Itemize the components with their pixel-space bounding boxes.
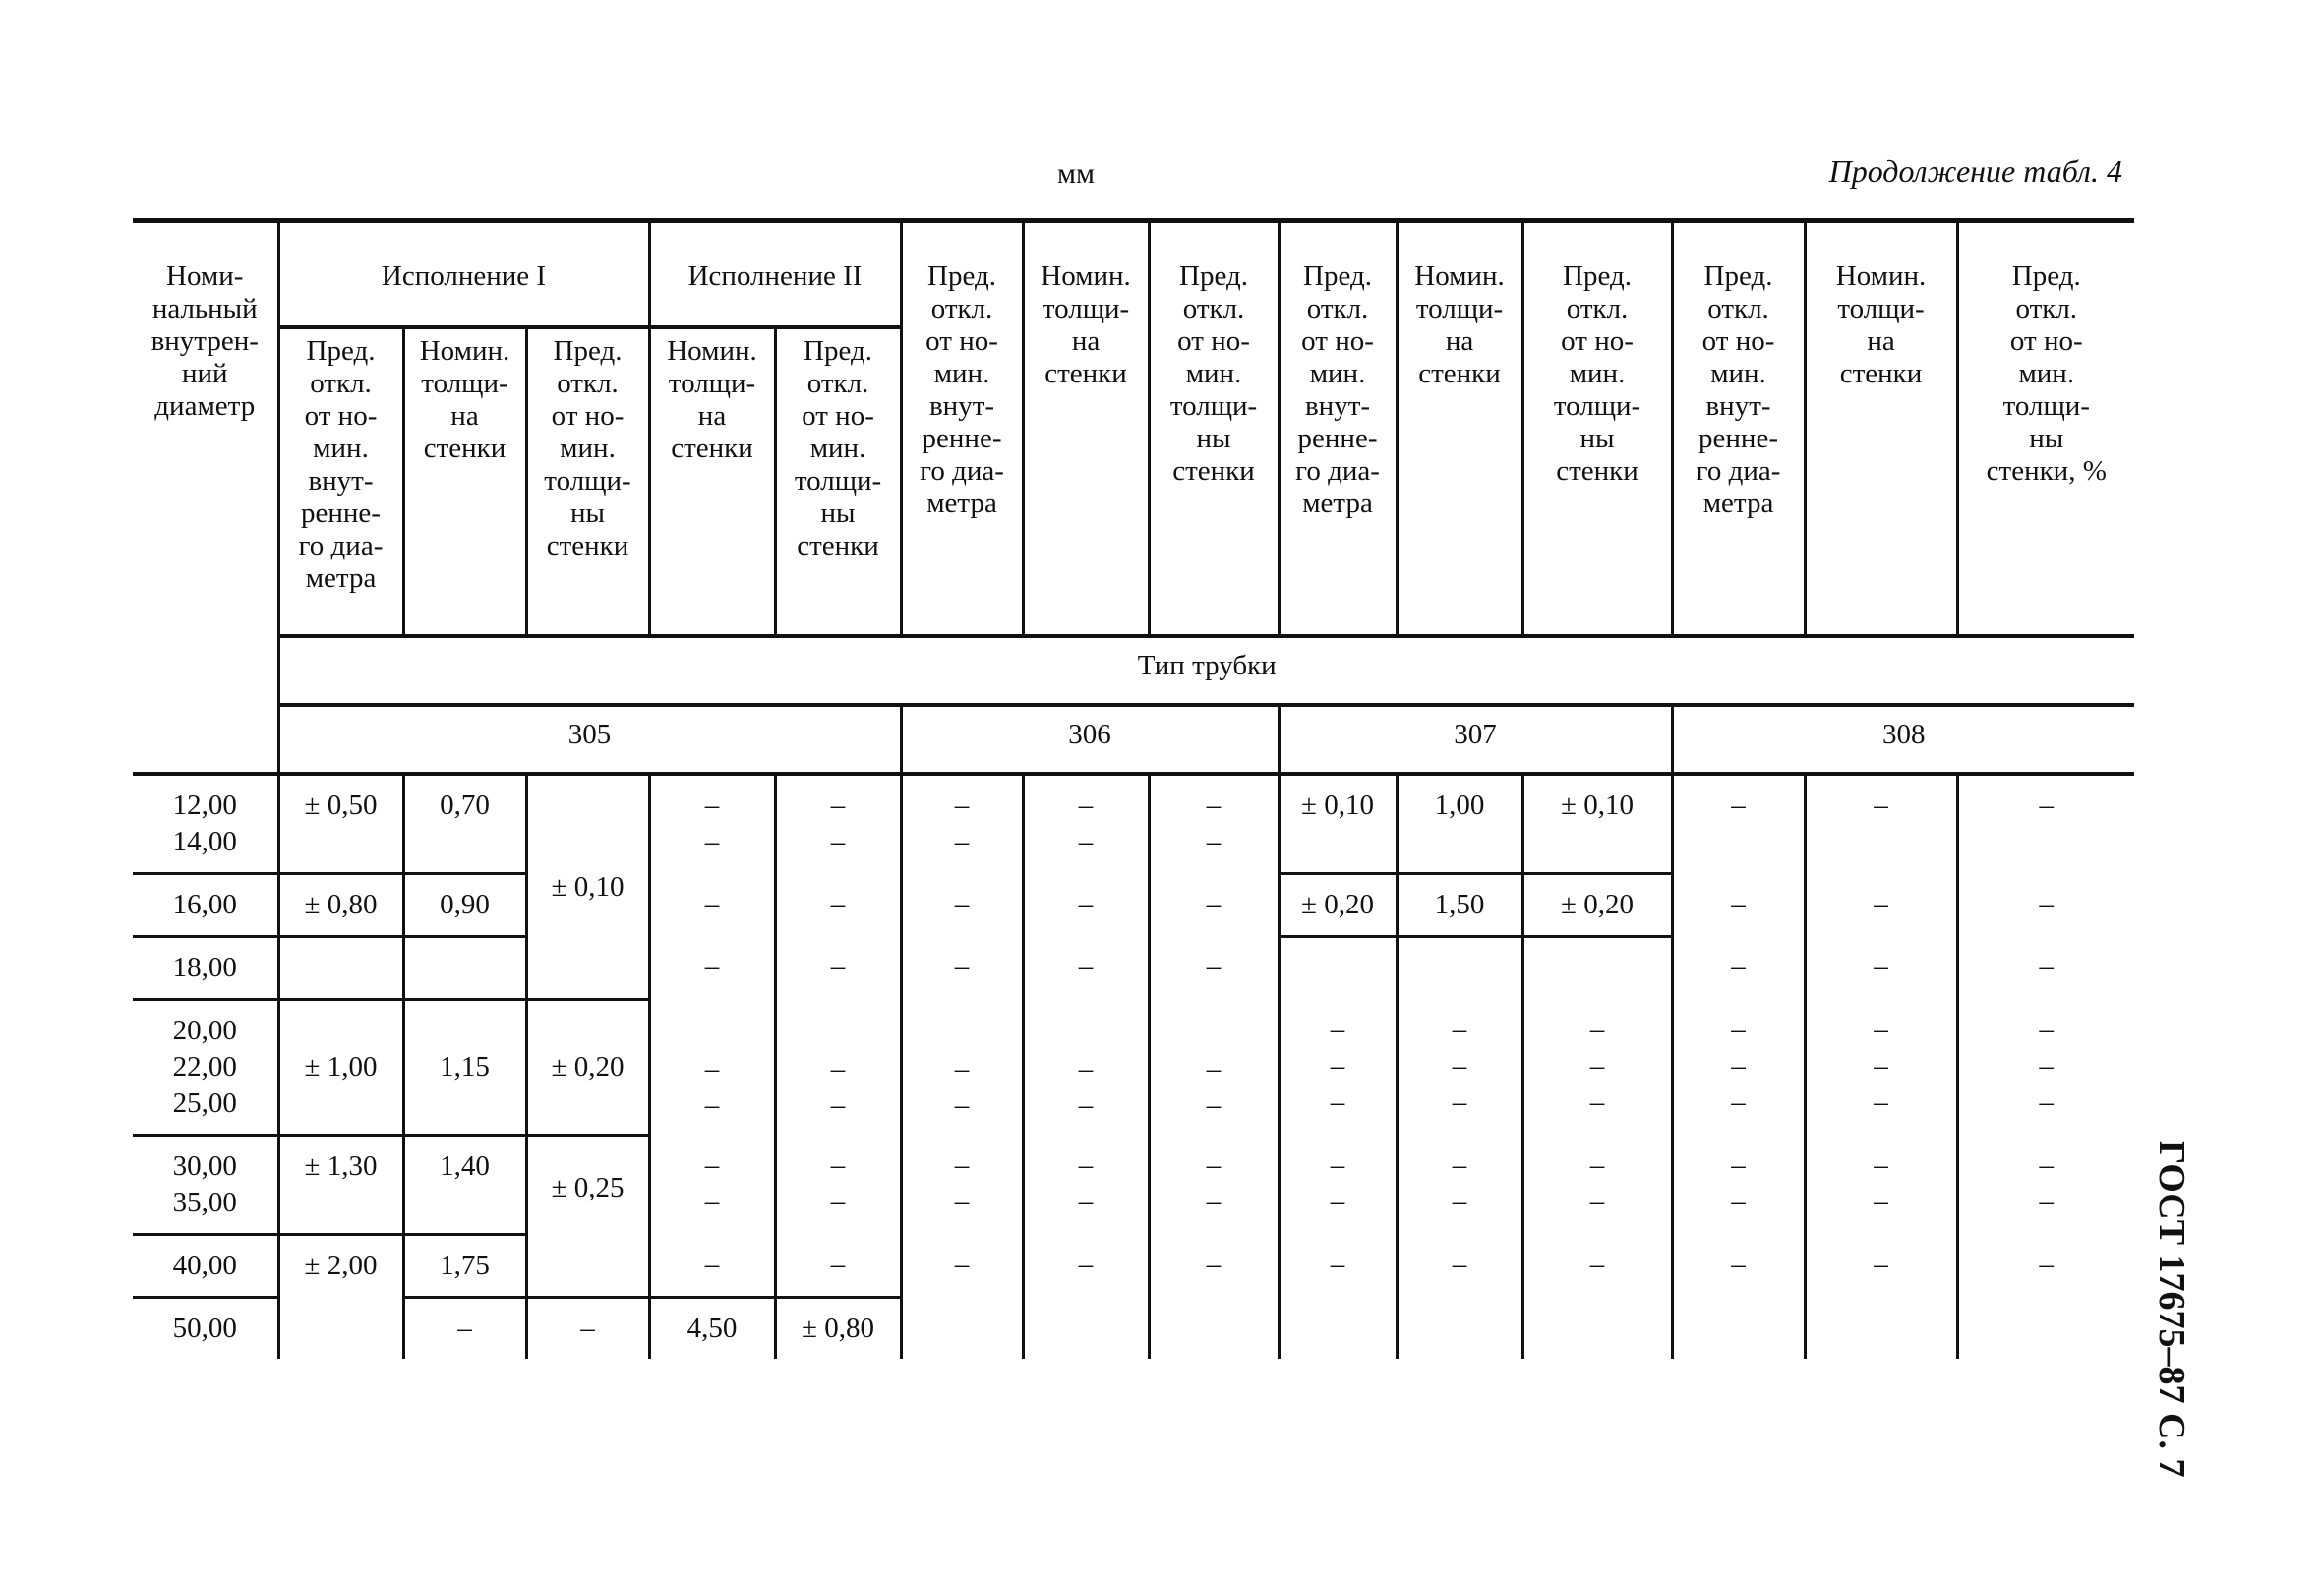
cell: – – [1522, 1136, 1672, 1235]
cell: – – [775, 774, 901, 874]
h-v1-dev-inner: Пред. откл. от но- мин. внут- ренне- го диа- метра [278, 327, 403, 636]
cell: – [901, 874, 1023, 937]
cell: – [1805, 937, 1957, 1000]
tube-type-308: 308 [1672, 705, 2134, 774]
cell: ± 0,10 [1522, 774, 1672, 874]
cell [1522, 1298, 1672, 1360]
cell: – – [1397, 1136, 1522, 1235]
cell [1672, 1298, 1805, 1360]
cell: – [1149, 937, 1279, 1000]
cell: ± 0,10 [1279, 774, 1397, 874]
row-diameter: 18,00 [133, 937, 278, 1000]
cell: – [526, 1298, 649, 1360]
cell: – – [1149, 1000, 1279, 1136]
table-row [133, 1298, 2134, 1360]
tube-type-306: 306 [901, 705, 1279, 774]
h-308-dev-wall-pct: Пред. откл. от но- мин. толщи- ны стенки, % [1957, 221, 2134, 637]
cell: ± 0,80 [278, 874, 403, 937]
cell: 0,90 [403, 874, 526, 937]
cell: – [1672, 937, 1805, 1000]
cell: – [1957, 937, 2134, 1000]
table-row [133, 1136, 2134, 1235]
cell: – – [901, 774, 1023, 874]
cell: – [1805, 874, 1957, 937]
cell: – [1023, 937, 1149, 1000]
cell [1522, 937, 1672, 1000]
cell: – [1805, 1235, 1957, 1298]
cell: – – [649, 774, 775, 874]
cell: ± 0,80 [775, 1298, 901, 1360]
tube-type-305: 305 [278, 705, 901, 774]
group-version-2: Исполнение II [649, 221, 901, 328]
cell: – [1672, 774, 1805, 874]
cell: – – [775, 1000, 901, 1136]
cell: – [649, 937, 775, 1000]
cell: – [1397, 1235, 1522, 1298]
cell: – [901, 1235, 1023, 1298]
cell: ± 0,20 [1522, 874, 1672, 937]
cell: – – – [1397, 1000, 1522, 1136]
row-diameter: 16,00 [133, 874, 278, 937]
cell: ± 0,20 [1279, 874, 1397, 937]
cell: ± 1,30 [278, 1136, 403, 1235]
cell: – – [1023, 1136, 1149, 1235]
cell: – – [1149, 774, 1279, 874]
cell: – – [901, 1136, 1023, 1235]
cell [1805, 1298, 1957, 1360]
cell: – [649, 874, 775, 937]
cell: – – – [1279, 1000, 1397, 1136]
cell: – [1957, 774, 2134, 874]
cell: – [1149, 1235, 1279, 1298]
cell: – – [1279, 1136, 1397, 1235]
cell: ± 1,00 [278, 1000, 403, 1136]
cell: – [775, 874, 901, 937]
cell: 1,15 [403, 1000, 526, 1136]
cell: – – – [1805, 1000, 1957, 1136]
cell [1397, 937, 1522, 1000]
cell: – [775, 1235, 901, 1298]
tolerance-table [133, 218, 2134, 1359]
cell [278, 937, 403, 1000]
tube-type-307: 307 [1279, 705, 1672, 774]
cell: 1,40 [403, 1136, 526, 1235]
table-row [133, 1000, 2134, 1136]
cell: – [1672, 1235, 1805, 1298]
cell: – [775, 937, 901, 1000]
cell: – [1149, 874, 1279, 937]
tube-type-label: Тип трубки [278, 636, 2134, 705]
cell: – – [1957, 1136, 2134, 1235]
cell: – – – [1522, 1000, 1672, 1136]
cell: ± 2,00 [278, 1235, 403, 1298]
cell: – – – [1672, 1000, 1805, 1136]
cell: – – [775, 1136, 901, 1235]
cell: – – [1023, 1000, 1149, 1136]
row-diameter: 20,00 22,00 25,00 [133, 1000, 278, 1136]
cell: – – – [1957, 1000, 2134, 1136]
h-v1-dev-wall: Пред. откл. от но- мин. толщи- ны стенки [526, 327, 649, 636]
h-v1-nom-wall: Номин. толщи- на стенки [403, 327, 526, 636]
cell: – – [1023, 774, 1149, 874]
cell: – [1957, 1235, 2134, 1298]
cell [1279, 1298, 1397, 1360]
row-diameter: 12,00 14,00 [133, 774, 278, 874]
cell: – [1023, 874, 1149, 937]
cell: – – [1672, 1136, 1805, 1235]
cell: – [1805, 774, 1957, 874]
cell: – – [1805, 1136, 1957, 1235]
cell: – [1672, 874, 1805, 937]
table-row [133, 937, 2134, 1000]
cell: – [1522, 1235, 1672, 1298]
h-v2-nom-wall: Номин. толщи- на стенки [649, 327, 775, 636]
cell: – – [901, 1000, 1023, 1136]
cell: ± 0,50 [278, 774, 403, 874]
row-diameter: 40,00 [133, 1235, 278, 1298]
group-version-1: Исполнение I [278, 221, 649, 328]
h-306-nom-wall: Номин. толщи- на стенки [1023, 221, 1149, 637]
cell [1957, 1298, 2134, 1360]
cell: 1,75 [403, 1235, 526, 1298]
cell [403, 937, 526, 1000]
cell: ± 0,25 [526, 1136, 649, 1298]
cell: ± 0,10 [526, 774, 649, 1000]
table-continuation-label: Продолжение табл. 4 [1828, 153, 2122, 189]
h-307-nom-wall: Номин. толщи- на стенки [1397, 221, 1522, 637]
cell [278, 1298, 403, 1360]
cell [1279, 937, 1397, 1000]
unit-label: мм [1057, 157, 1095, 190]
cell: ± 0,20 [526, 1000, 649, 1136]
cell: 1,00 [1397, 774, 1522, 874]
cell: – [901, 937, 1023, 1000]
h-308-nom-wall: Номин. толщи- на стенки [1805, 221, 1957, 637]
document-code: ГОСТ 17675–87 С. 7 [2151, 1141, 2192, 1478]
table-row [133, 874, 2134, 937]
cell: – – [649, 1136, 775, 1235]
cell [901, 1298, 1023, 1360]
row-diameter: 50,00 [133, 1298, 278, 1360]
h-307-dev-inner: Пред. откл. от но- мин. внут- ренне- го диа- метра [1279, 221, 1397, 637]
cell: 4,50 [649, 1298, 775, 1360]
cell: – – [1149, 1136, 1279, 1235]
table-row [133, 1235, 2134, 1298]
cell: – [1023, 1235, 1149, 1298]
cell: – [649, 1235, 775, 1298]
cell: 0,70 [403, 774, 526, 874]
cell: – [1957, 874, 2134, 937]
cell: – [1279, 1235, 1397, 1298]
cell: 1,50 [1397, 874, 1522, 937]
cell: – [403, 1298, 526, 1360]
h-306-dev-inner: Пред. откл. от но- мин. внут- ренне- го диа- метра [901, 221, 1023, 637]
h-307-dev-wall: Пред. откл. от но- мин. толщи- ны стенки [1522, 221, 1672, 637]
col-nominal-diameter: Номи- нальный внутрен- ний диаметр [133, 221, 278, 775]
cell [1397, 1298, 1522, 1360]
h-v2-dev-wall: Пред. откл. от но- мин. толщи- ны стенки [775, 327, 901, 636]
h-308-dev-inner: Пред. откл. от но- мин. внут- ренне- го диа- метра [1672, 221, 1805, 637]
cell: – – [649, 1000, 775, 1136]
h-306-dev-wall: Пред. откл. от но- мин. толщи- ны стенки [1149, 221, 1279, 637]
row-diameter: 30,00 35,00 [133, 1136, 278, 1235]
table-row [133, 774, 2134, 874]
cell [1149, 1298, 1279, 1360]
cell [1023, 1298, 1149, 1360]
